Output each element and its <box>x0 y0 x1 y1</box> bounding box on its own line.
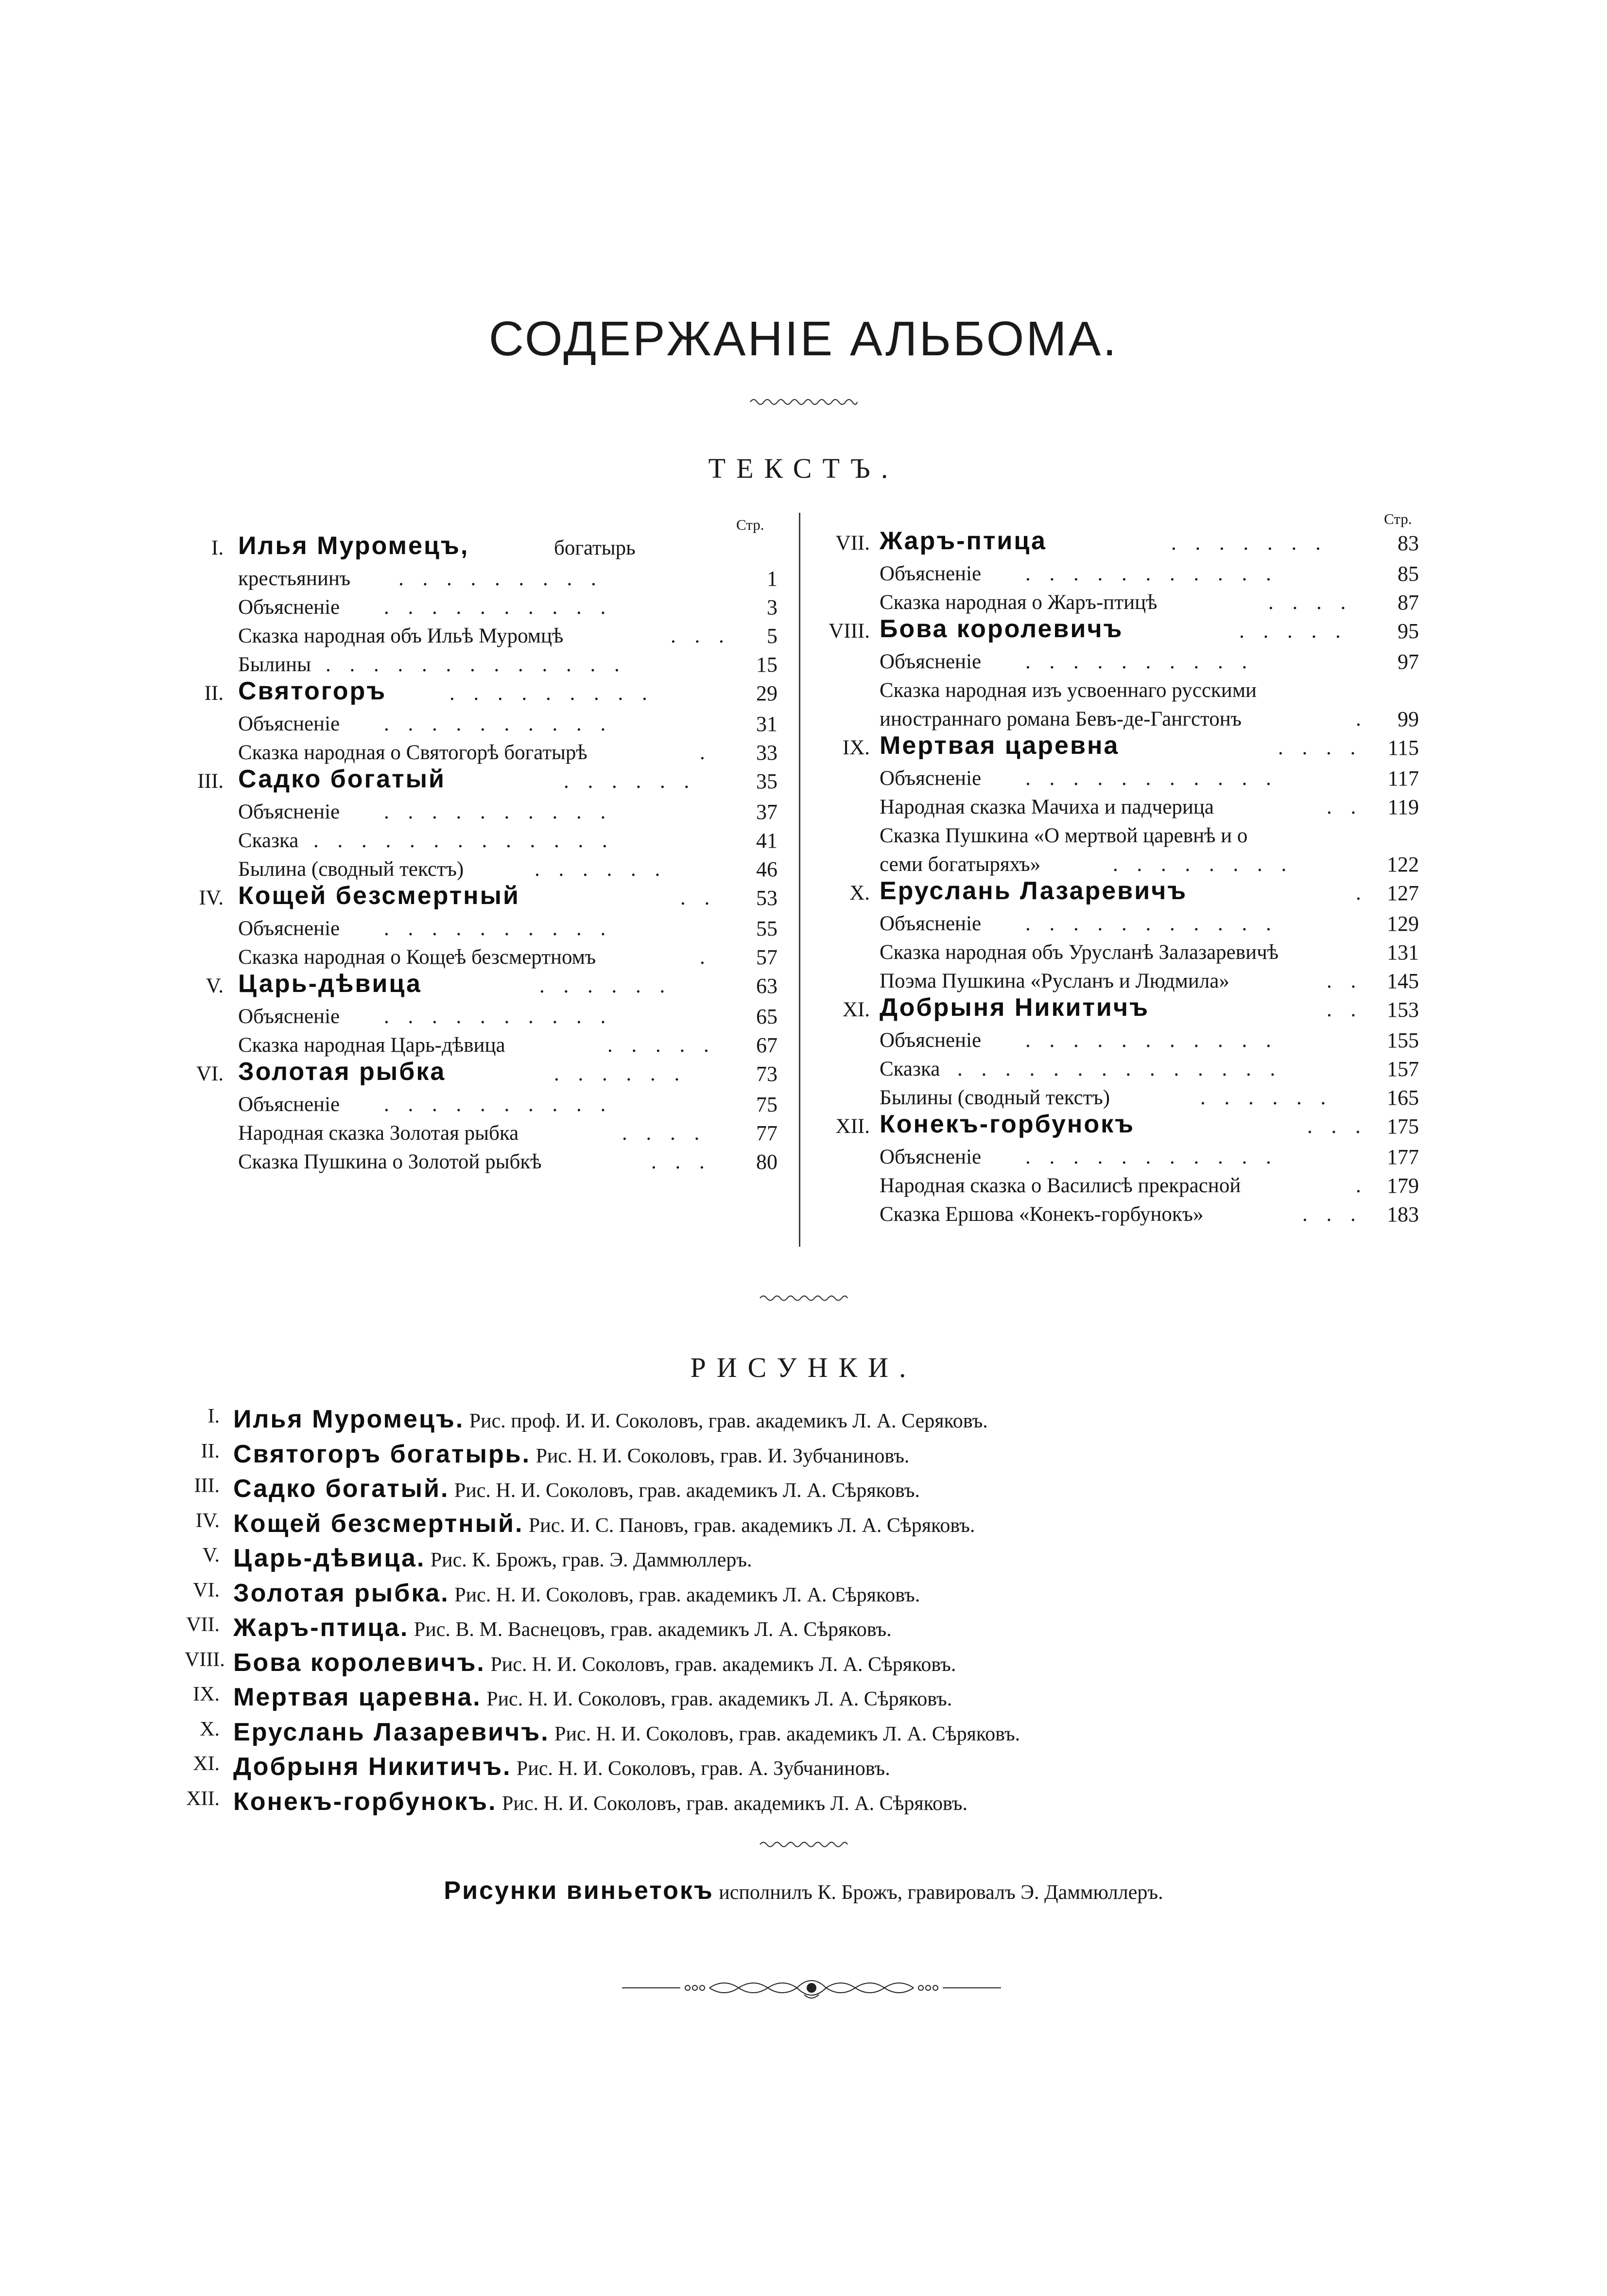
page-number: 131 <box>1387 940 1419 964</box>
toc-entry-heading <box>185 884 778 914</box>
leader-dots: . . . . . . . . . . <box>384 596 613 619</box>
toc-entry <box>185 943 778 972</box>
toc-entry <box>185 738 778 767</box>
page-number: 35 <box>756 769 778 793</box>
page-number: 117 <box>1387 766 1419 790</box>
picture-entry <box>185 1440 1429 1475</box>
toc-entry <box>185 798 778 826</box>
page-number: 5 <box>767 624 778 648</box>
entry-text: Объясненіе <box>238 917 340 940</box>
picture-entry <box>185 1787 1429 1822</box>
entry-text-line2: иностраннаго романа Бевъ-де-Гангстонъ <box>880 708 1242 731</box>
toc-entry <box>821 588 1419 617</box>
picture-line <box>233 1718 1020 1747</box>
page-number: 75 <box>756 1093 778 1116</box>
page-number: 183 <box>1387 1202 1419 1226</box>
toc-entry <box>185 710 778 738</box>
page-number: 129 <box>1387 912 1419 936</box>
entry-text <box>880 676 1257 733</box>
roman-numeral: IV. <box>199 887 224 909</box>
entry-text: Сказка Ершова «Конекъ-горбунокъ» <box>880 1203 1204 1226</box>
leader-dots: . . . . . . . . <box>1113 853 1294 876</box>
picture-entry <box>185 1613 1429 1648</box>
toc-entry <box>185 1148 778 1176</box>
toc-entry <box>821 1083 1419 1112</box>
page-number: 87 <box>1398 591 1419 614</box>
page-number: 15 <box>756 653 778 677</box>
leader-dots: . <box>700 946 712 969</box>
roman-numeral: VIII. <box>185 1648 225 1671</box>
page-number: 41 <box>756 829 778 852</box>
picture-entry <box>185 1544 1429 1579</box>
page-number: 80 <box>756 1150 778 1174</box>
picture-title: Конекъ-горбунокъ. <box>233 1787 497 1816</box>
entry-text: Сказка народная о Святогорѣ богатырѣ <box>238 741 588 764</box>
entry-title: Жаръ-птица <box>880 527 1047 555</box>
entry-text: Объясненіе <box>238 1005 340 1028</box>
leader-dots: . . . . . . . . . . . . . <box>313 829 614 852</box>
entry-text: Объясненіе <box>238 596 340 619</box>
toc-entry <box>185 914 778 943</box>
page-number: 165 <box>1387 1086 1419 1110</box>
squiggle-ornament <box>0 395 1607 412</box>
leader-dots: . . . . <box>1268 591 1353 614</box>
page-number: 77 <box>756 1121 778 1145</box>
picture-credit: Рис. И. С. Пановъ, грав. академикъ Л. А. Сѣряковъ. <box>528 1514 975 1537</box>
leader-dots: . . . . . . <box>535 858 667 881</box>
picture-title: Царь-дѣвица. <box>233 1544 426 1572</box>
picture-line <box>233 1440 909 1469</box>
leader-dots: . . . . . <box>1239 620 1348 643</box>
picture-line <box>233 1509 975 1538</box>
leader-dots: . . . . . . <box>539 974 672 997</box>
page-number: 145 <box>1387 969 1419 993</box>
pictures-list <box>185 1405 1429 1822</box>
entry-text: Поэма Пушкина «Русланъ и Людмила» <box>880 970 1229 992</box>
toc-entry-heading <box>185 679 778 710</box>
entry-text: Сказка народная Царь-дѣвица <box>238 1034 505 1057</box>
leader-dots: . . . . . . . . . <box>398 567 603 590</box>
page-number: 153 <box>1387 998 1419 1022</box>
roman-numeral: VIII. <box>829 620 870 643</box>
leader-dots: . . . . . . . . . . <box>1025 650 1254 673</box>
roman-numeral: IX. <box>193 1683 220 1705</box>
roman-numeral: X. <box>200 1718 220 1740</box>
roman-numeral: IV. <box>195 1509 220 1532</box>
entry-text-line1: Сказка Пушкина «О мертвой царевнѣ и о <box>880 824 1248 847</box>
picture-entry <box>185 1405 1429 1440</box>
entry-text: Объясненіе <box>880 767 982 790</box>
page-number: 119 <box>1387 795 1419 819</box>
leader-dots: . . . . . . <box>554 1062 687 1085</box>
toc-entry <box>821 647 1419 676</box>
page-number: 155 <box>1387 1028 1419 1052</box>
roman-numeral: XI. <box>842 998 870 1021</box>
leader-dots: . . . . <box>622 1122 707 1145</box>
vignettes-title: Рисунки виньетокъ <box>444 1877 714 1905</box>
roman-numeral: II. <box>204 682 224 705</box>
leader-dots: . <box>700 741 712 764</box>
entry-text: Объясненіе <box>238 800 340 823</box>
roman-numeral: I. <box>211 537 224 559</box>
entry-title: Бова королевичъ <box>880 615 1123 643</box>
page-label-left: Стр. <box>736 516 764 533</box>
picture-title: Мертвая царевна. <box>233 1683 482 1711</box>
page-number: 85 <box>1398 562 1419 586</box>
picture-entry <box>185 1752 1429 1787</box>
page-number: 67 <box>756 1033 778 1057</box>
entry-text: Сказка народная объ Ильѣ Муромцѣ <box>238 625 564 647</box>
page-number: 63 <box>756 974 778 998</box>
toc-entry <box>821 1200 1419 1229</box>
page-number: 175 <box>1387 1114 1419 1138</box>
picture-entry <box>185 1579 1429 1614</box>
leader-dots: . . . . . . . . . . . <box>1025 562 1278 585</box>
leader-dots: . . . . . . . . . . . . . <box>326 653 626 676</box>
toc-entry <box>185 1031 778 1060</box>
entry-title: Конекъ-горбунокъ <box>880 1110 1135 1138</box>
entry-text: Объясненіе <box>880 1029 982 1052</box>
leader-dots: . . . . . . . . . . . . . . <box>957 1058 1282 1080</box>
picture-line <box>233 1787 968 1816</box>
vignettes-credit: исполнилъ К. Брожъ, гравировалъ Э. Даммюллеръ. <box>719 1881 1163 1904</box>
entry-title: Святогоръ <box>238 677 387 705</box>
picture-title: Святогоръ богатырь. <box>233 1440 531 1468</box>
entry-text: Былина (сводный текстъ) <box>238 858 464 881</box>
toc-entry-heading <box>821 879 1419 909</box>
leader-dots: . . . . . . . . . . . <box>1025 1029 1278 1052</box>
roman-numeral: VII. <box>835 532 870 555</box>
roman-numeral: XI. <box>193 1753 220 1775</box>
picture-credit: Рис. Н. И. Соколовъ, грав. академикъ Л. А. Сѣряковъ. <box>502 1792 968 1815</box>
page-number: 177 <box>1387 1145 1419 1169</box>
entry-text-line1: Сказка народная изъ усвоеннаго русскими <box>880 679 1257 702</box>
page-number: 37 <box>756 800 778 824</box>
toc-left-column <box>185 534 778 1176</box>
toc-entry <box>821 764 1419 793</box>
toc-entry <box>821 559 1419 588</box>
entry-text: Объясненіе <box>880 1146 982 1168</box>
roman-numeral: X. <box>849 882 870 904</box>
entry-text: Сказка народная о Жаръ-птицѣ <box>880 591 1158 614</box>
leader-dots: . . . . . . . . . . <box>384 1093 613 1116</box>
entry-subtitle: богатырь <box>554 537 636 559</box>
entry-text: Сказка <box>238 829 299 852</box>
leader-dots: . . <box>1327 998 1363 1021</box>
page-number: 29 <box>756 681 778 705</box>
page-number: 179 <box>1387 1174 1419 1198</box>
pictures-section-heading: РИСУНКИ. <box>690 1352 917 1383</box>
vignettes-credit-line <box>0 1876 1607 1905</box>
entry-title: Добрыня Никитичъ <box>880 993 1149 1022</box>
page-number: 99 <box>1398 707 1419 731</box>
page-number: 97 <box>1398 650 1419 674</box>
picture-line <box>233 1579 920 1608</box>
picture-entry <box>185 1648 1429 1683</box>
page-number: 122 <box>1387 852 1419 876</box>
toc-entry-heading <box>821 733 1419 764</box>
picture-credit: Рис. Н. И. Соколовъ, грав. академикъ Л. А. Сѣряковъ. <box>486 1688 952 1710</box>
toc-entry <box>821 967 1419 995</box>
entry-text: Народная сказка Золотая рыбка <box>238 1122 519 1145</box>
page-number: 73 <box>756 1062 778 1086</box>
toc-entry <box>821 793 1419 821</box>
leader-dots: . <box>1356 708 1368 731</box>
roman-numeral: XII. <box>186 1787 220 1810</box>
ornamental-divider <box>622 1973 1001 2002</box>
roman-numeral: II. <box>201 1440 220 1462</box>
leader-dots: . . . <box>1307 1115 1367 1138</box>
picture-title: Золотая рыбка. <box>233 1579 449 1607</box>
picture-title: Садко богатый. <box>233 1475 449 1503</box>
entry-text-line2: семи богатыряхъ» <box>880 853 1041 876</box>
leader-dots: . . . . . . . . . . <box>384 1005 613 1028</box>
entry-title: Царь-дѣвица <box>238 970 422 998</box>
roman-numeral: IX. <box>842 736 870 759</box>
leader-dots: . . . <box>651 1150 711 1173</box>
toc-entry <box>185 1002 778 1031</box>
picture-title: Добрыня Никитичъ. <box>233 1753 512 1781</box>
roman-numeral: III. <box>197 770 224 793</box>
entry-text: Былины <box>238 653 311 676</box>
roman-numeral: V. <box>206 974 224 997</box>
toc-entry <box>821 821 1419 879</box>
picture-title: Жаръ-птица. <box>233 1614 409 1642</box>
toc-entry <box>821 1026 1419 1055</box>
entry-title: Золотая рыбка <box>238 1058 446 1086</box>
toc-entry-heading <box>185 767 778 798</box>
page-number: 46 <box>756 857 778 881</box>
toc-entry <box>185 650 778 679</box>
toc-entry <box>821 1055 1419 1083</box>
roman-numeral: V. <box>202 1544 220 1566</box>
leader-dots: . . <box>680 887 717 909</box>
roman-numeral: VI. <box>196 1062 224 1085</box>
entry-text: Объясненіе <box>238 713 340 735</box>
picture-credit: Рис. Н. И. Соколовъ, грав. академикъ Л. А. Сѣряковъ. <box>454 1479 920 1502</box>
picture-credit: Рис. Н. И. Соколовъ, грав. академикъ Л. А. Сѣряковъ. <box>454 1583 920 1606</box>
leader-dots: . . . . . . <box>564 770 696 793</box>
picture-line <box>233 1613 892 1642</box>
toc-entry-heading <box>185 1060 778 1090</box>
leader-dots: . . . . <box>1278 736 1363 759</box>
picture-credit: Рис. Н. И. Соколовъ, грав. академикъ Л. А. Сѣряковъ. <box>490 1653 956 1676</box>
roman-numeral: VII. <box>186 1614 220 1636</box>
leader-dots: . . . <box>1302 1203 1363 1226</box>
leader-dots: . <box>1356 1174 1368 1197</box>
toc-entry <box>821 1143 1419 1171</box>
entry-text: Сказка народная объ Урусланѣ Залазаревичѣ <box>880 941 1279 964</box>
toc-entry <box>185 1119 778 1148</box>
picture-line <box>233 1683 952 1712</box>
leader-dots: . . . . . . . . . . . <box>1025 1146 1278 1168</box>
picture-line <box>233 1752 890 1781</box>
squiggle-ornament <box>0 1838 1607 1853</box>
toc-entry <box>821 938 1419 967</box>
entry-text: Объясненіе <box>880 912 982 935</box>
toc-entry-heading <box>821 617 1419 647</box>
page-number: 53 <box>756 886 778 910</box>
entry-title: Садко богатый <box>238 765 446 793</box>
page-label-right: Стр. <box>1384 510 1412 527</box>
leader-dots: . . . . . . . . . . <box>384 713 613 735</box>
picture-title: Еруслань Лазаревичъ. <box>233 1718 550 1746</box>
toc-entry-heading <box>185 534 778 564</box>
toc-entry <box>185 855 778 884</box>
leader-dots: . . . <box>671 625 731 647</box>
roman-numeral: III. <box>194 1475 220 1497</box>
toc-entry-heading <box>821 1112 1419 1143</box>
page-number: 3 <box>767 595 778 619</box>
leader-dots: . . . . . . <box>1200 1086 1333 1109</box>
page-number: 33 <box>756 741 778 765</box>
entry-text: Народная сказка о Василисѣ прекрасной <box>880 1174 1241 1197</box>
picture-credit: Рис. Н. И. Соколовъ, грав. И. Зубчаниновъ. <box>536 1444 910 1467</box>
entry-text: Объясненіе <box>238 1093 340 1116</box>
picture-credit: Рис. В. М. Васнецовъ, грав. академикъ Л. А. Сѣряковъ. <box>414 1618 892 1641</box>
picture-title: Бова королевичъ. <box>233 1648 485 1677</box>
entry-text: Объясненіе <box>880 562 982 585</box>
page-number: 83 <box>1398 531 1419 555</box>
leader-dots: . <box>1356 882 1368 904</box>
toc-entry <box>185 826 778 855</box>
toc-entry <box>185 1090 778 1119</box>
leader-dots: . . . . . <box>607 1034 716 1057</box>
text-section-heading: ТЕКСТЪ. <box>708 452 899 484</box>
entry-title: Еруслань Лазаревичъ <box>880 877 1188 905</box>
roman-numeral: I. <box>207 1405 220 1427</box>
page-number: 127 <box>1387 881 1419 905</box>
leader-dots: . . . . . . . . . . <box>384 800 613 823</box>
entry-text: Сказка народная о Кощеѣ безсмертномъ <box>238 946 596 969</box>
toc-entry <box>821 909 1419 938</box>
picture-entry <box>185 1509 1429 1544</box>
leader-dots: . . . . . . . . . . . <box>1025 767 1278 790</box>
leader-dots: . . . . . . . . . . . <box>1025 912 1278 935</box>
entry-text: Народная сказка Мачиха и падчерица <box>880 796 1214 818</box>
picture-title: Кощей безсмертный. <box>233 1509 524 1538</box>
toc-entry <box>821 676 1419 733</box>
picture-title: Илья Муромецъ. <box>233 1405 465 1433</box>
entry-title: Кощей безсмертный <box>238 882 520 910</box>
page-number: 157 <box>1387 1057 1419 1081</box>
page-number: 95 <box>1398 619 1419 643</box>
page-number: 1 <box>767 567 778 591</box>
toc-entry <box>821 1171 1419 1200</box>
entry-text: крестьянинъ <box>238 567 351 590</box>
page-number: 65 <box>756 1005 778 1028</box>
column-divider <box>799 513 800 1247</box>
toc-entry-heading <box>185 972 778 1002</box>
page-number: 55 <box>756 917 778 940</box>
roman-numeral: VI. <box>193 1579 220 1601</box>
entry-text: Сказка <box>880 1058 940 1080</box>
leader-dots: . . <box>1327 970 1363 992</box>
roman-numeral: XII. <box>835 1115 870 1138</box>
picture-credit: Рис. Н. И. Соколовъ, грав. А. Зубчаниновъ. <box>516 1757 890 1780</box>
page-number: 31 <box>756 712 778 736</box>
toc-entry <box>185 622 778 650</box>
picture-credit: Рис. К. Брожъ, грав. Э. Даммюллеръ. <box>430 1549 752 1571</box>
picture-credit: Рис. проф. И. И. Соколовъ, грав. академикъ Л. А. Серяковъ. <box>469 1410 988 1432</box>
entry-title: Илья Муромецъ, <box>238 532 469 560</box>
toc-entry <box>185 593 778 622</box>
entry-title: Мертвая царевна <box>880 731 1120 760</box>
page-number: 57 <box>756 945 778 969</box>
leader-dots: . . . . . . . <box>1171 532 1328 555</box>
toc-right-column <box>821 529 1419 1229</box>
picture-line <box>233 1405 988 1434</box>
leader-dots: . . . . . . . . . . <box>384 917 613 940</box>
toc-entry-heading <box>821 529 1419 559</box>
picture-credit: Рис. Н. И. Соколовъ, грав. академикъ Л. А. Сѣряковъ. <box>554 1722 1020 1745</box>
toc-entry-heading <box>821 995 1419 1026</box>
page-number: 115 <box>1387 736 1419 760</box>
picture-line <box>233 1648 956 1677</box>
squiggle-ornament <box>0 1292 1607 1307</box>
picture-line <box>233 1544 752 1573</box>
picture-entry <box>185 1474 1429 1509</box>
toc-entry <box>185 564 778 593</box>
leader-dots: . . <box>1327 796 1363 818</box>
entry-text: Былины (сводный текстъ) <box>880 1086 1110 1109</box>
picture-line <box>233 1474 920 1503</box>
page-title: СОДЕРЖАНІЕ АЛЬБОМА. <box>488 312 1119 366</box>
picture-entry <box>185 1683 1429 1718</box>
entry-text: Объясненіе <box>880 650 982 673</box>
entry-text: Сказка Пушкина о Золотой рыбкѣ <box>238 1150 542 1173</box>
leader-dots: . . . . . . . . . <box>449 682 654 705</box>
picture-entry <box>185 1718 1429 1753</box>
